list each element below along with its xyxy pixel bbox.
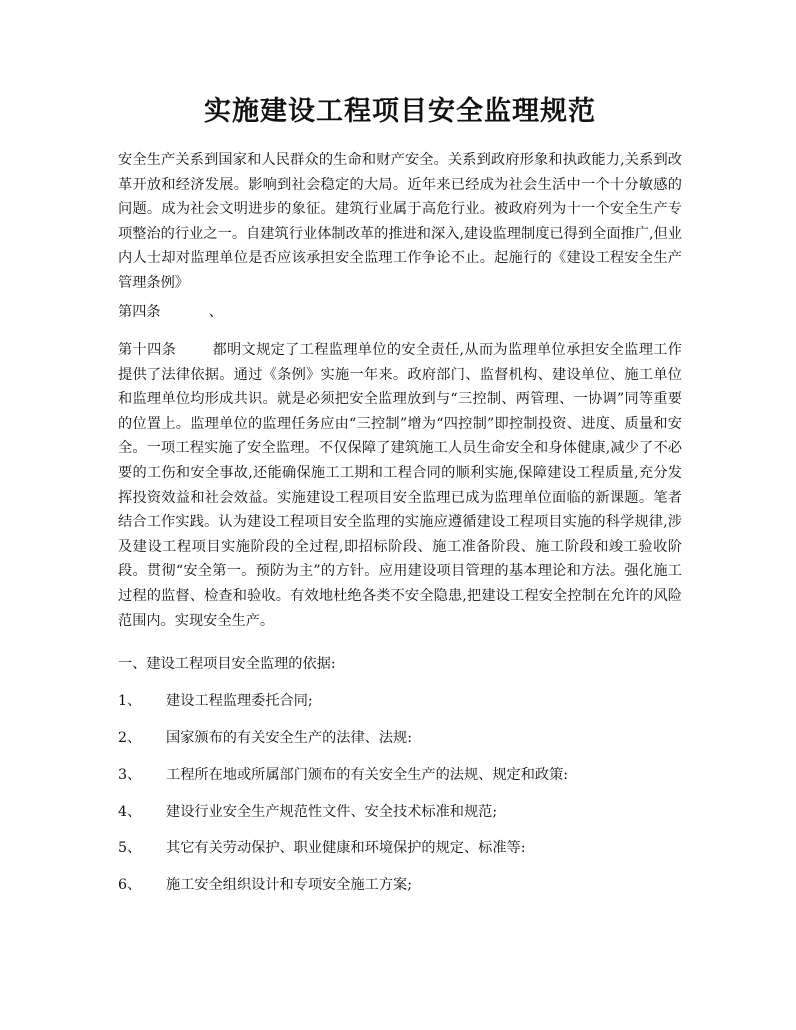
list-item xyxy=(118,689,682,714)
article-fourteen-paragraph xyxy=(118,338,682,633)
list-number: 1、 xyxy=(118,693,142,709)
list-text: 其它有关劳动保护、职业健康和环境保护的规定、标准等: xyxy=(166,840,526,856)
section-heading: 一、建设工程项目安全监理的依据: xyxy=(118,656,336,672)
list-item xyxy=(118,763,682,788)
article-four-label: 第四条 xyxy=(118,304,161,320)
document-title: 实施建设工程项目安全监理规范 xyxy=(204,96,596,127)
list-number: 5、 xyxy=(118,840,142,856)
list-text: 建设行业安全生产规范性文件、安全技术标准和规范; xyxy=(166,804,498,820)
list-item xyxy=(118,800,682,825)
article-four-mark: 、 xyxy=(208,304,223,320)
list-item xyxy=(118,836,682,861)
list-text: 施工安全组织设计和专项安全施工方案; xyxy=(166,877,412,893)
list-number: 3、 xyxy=(118,767,142,783)
article-fourteen-label: 第十四条 xyxy=(118,342,177,358)
article-fourteen-text: 都明文规定了工程监理单位的安全责任,从而为监理单位承担安全监理工作提供了法律依据。通过《条例》实施一年来。政府部门、监督机构、建设单位、施工单位和监理单位均形成共识。就是必须把安全监理放到与“三控制、两管理、一协调”同等重要的位置上。监理单位的监理任务应由“三控制”增为“四控制”即控制投资、进度、质量和安全。一项工程实施了安全监理。不仅保障了建筑施工人员生命安全和身体健康,减少了不必要的工伤和安全事故,还能确保施工工期和工程合同的顺利实施,保障建设工程质量,充分发挥投资效益和社会效益。实施建设工程项目安全监理已成为监理单位面临的新课题。笔者结合工作实践。认为建设工程项目安全监理的实施应遵循建设工程项目实施的科学规律,涉及建设工程项目实施阶段的全过程,即招标阶段、施工准备阶段、施工阶段和竣工验收阶段。贯彻“安全第一。预防为主”的方针。应用建设项目管理的基本理论和方法。强化施工过程的监督、检查和验收。有效地杜绝各类不安全隐患,把建设工程安全控制在允许的风险范围内。实现安全生产。 xyxy=(118,342,682,629)
list-number: 4、 xyxy=(118,804,142,820)
list-number: 2、 xyxy=(118,730,142,746)
intro-paragraph: 安全生产关系到国家和人民群众的生命和财产安全。关系到政府形象和执政能力,关系到改革开放和经济发展。影响到社会稳定的大局。近年来已经成为社会生活中一个十分敏感的问题。成为社会文明进步的象征。建筑行业属于高危行业。被政府列为十一个安全生产专项整治的行业之一。自建筑行业体制改革的推进和深入,建设监理制度已得到全面推广,但业内人士却对监理单位是否应该承担安全监理工作争论不止。起施行的《建设工程安全生产管理条例》 xyxy=(118,152,682,291)
list-number: 6、 xyxy=(118,877,142,893)
list-text: 国家颁布的有关安全生产的法律、法规: xyxy=(166,730,412,746)
list-text: 建设工程监理委托合同; xyxy=(166,693,313,709)
list-item xyxy=(118,873,682,898)
list-text: 工程所在地或所属部门颁布的有关安全生产的法规、规定和政策: xyxy=(166,767,569,783)
article-four-line xyxy=(118,300,682,325)
list-item xyxy=(118,726,682,751)
